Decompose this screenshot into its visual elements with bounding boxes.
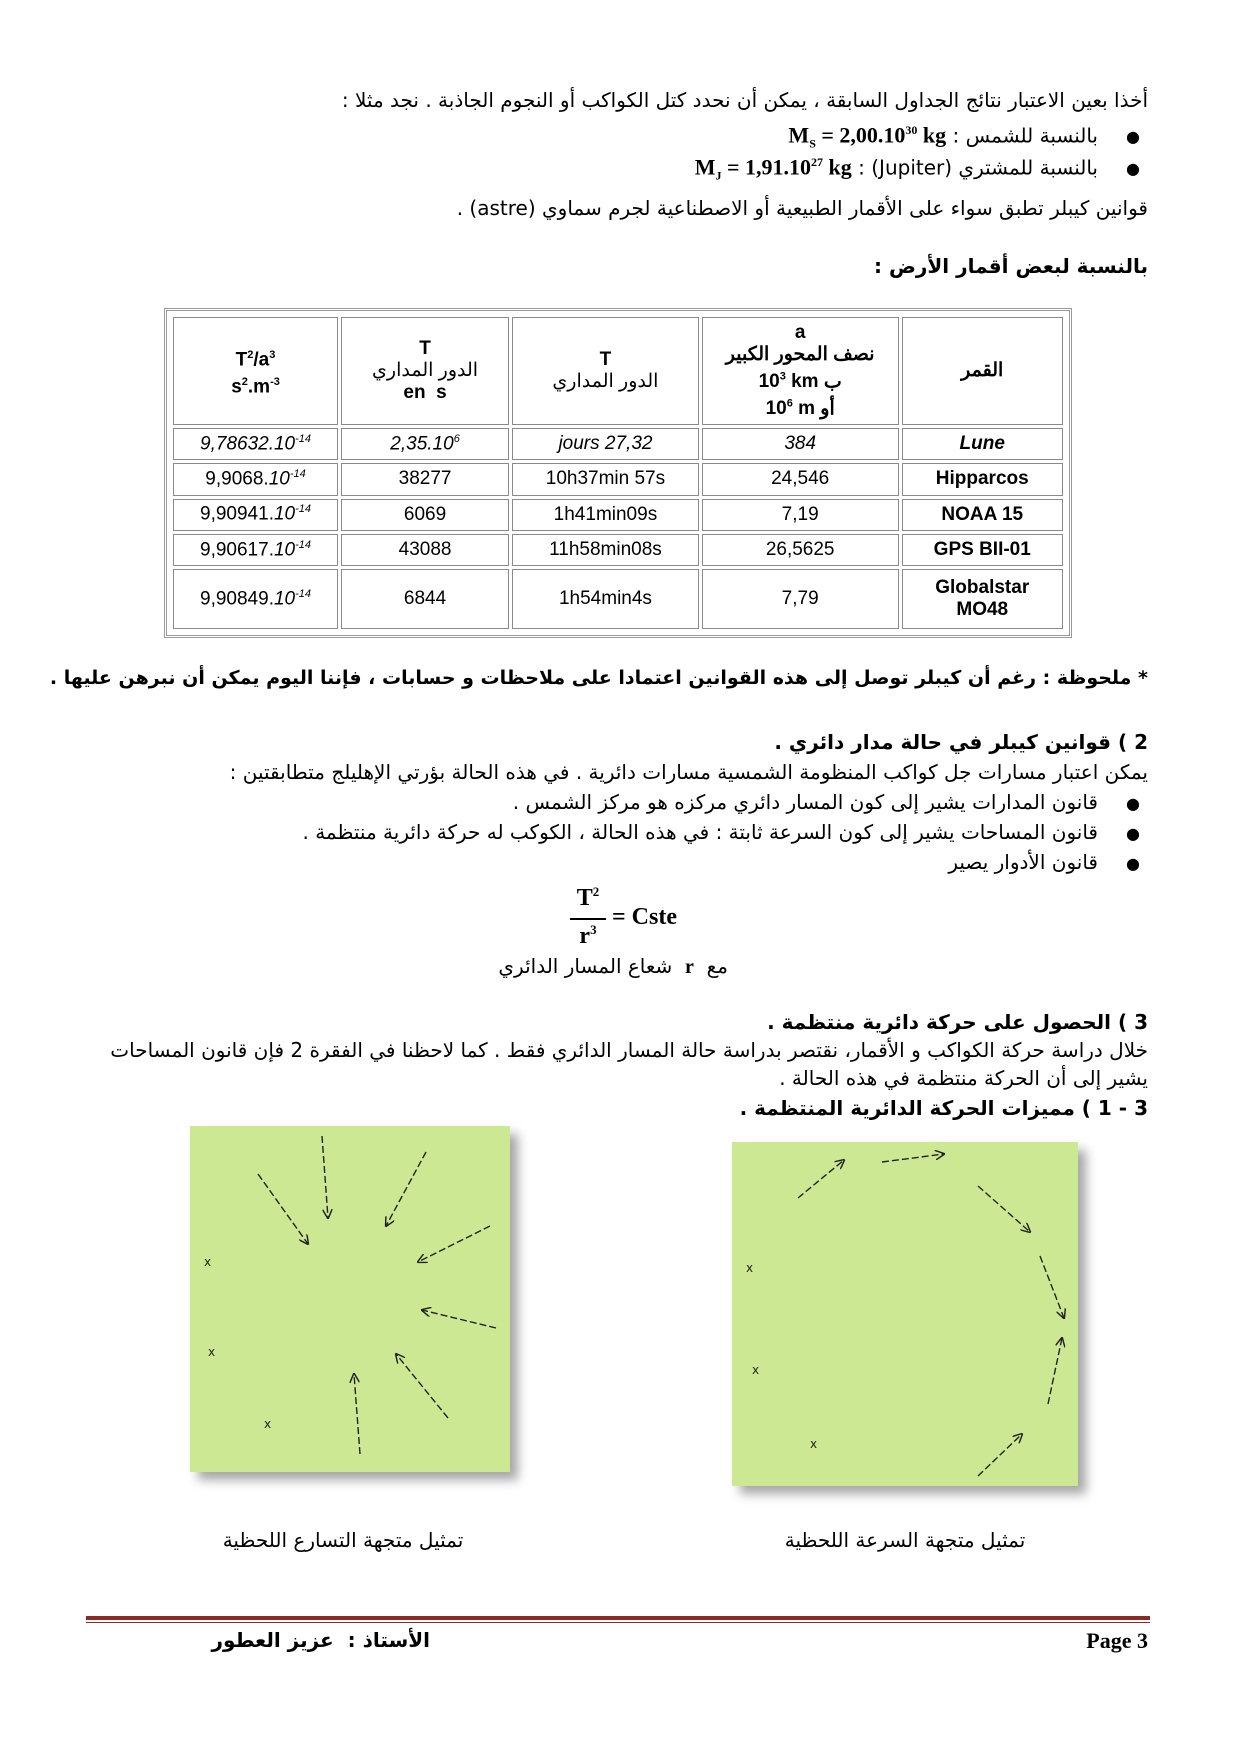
acceleration-vectors-figure	[190, 1126, 510, 1472]
velocity-vector	[882, 1154, 944, 1162]
section2-heading: 2 ) قوانين كيبلر في حالة مدار دائري .	[774, 730, 1148, 754]
cell-ratio: $9,78632.10^{-14}$	[173, 428, 338, 460]
section3-line-2: يشير إلى أن الحركة منتظمة في هذه الحالة .	[779, 1066, 1148, 1090]
bullet-dot: ●	[1126, 854, 1140, 873]
cell-a: 7,19	[702, 499, 899, 531]
table-row	[173, 499, 1063, 531]
cell-t: 11h58min08s	[512, 534, 699, 566]
velocity-vectors-figure	[732, 1142, 1078, 1486]
section2-bullet-periods: ●قانون الأدوار يصير	[92, 848, 1148, 878]
velocity-vector	[1040, 1256, 1064, 1318]
cell-name: GPS BII-01	[902, 534, 1064, 566]
cell-t: 1h54min4s	[512, 569, 699, 629]
point-marker: x	[208, 1345, 216, 1359]
table-row	[173, 428, 1063, 460]
intro-line-2: قوانين كيبلر تطبق سواء على الأقمار الطبيعية أو الاصطناعية لجرم سماوي (astre) .	[456, 196, 1148, 220]
cell-t: 27,32 jours	[512, 428, 699, 460]
header-moon: القمر	[902, 317, 1064, 425]
section3-line-1: خلال دراسة حركة الكواكب و الأقمار، نقتصر بدراسة حالة المسار الدائري فقط . كما لاحظنا في الفقرة 2 فإن قانون المساحات	[110, 1038, 1148, 1062]
cell-ts: 6844	[341, 569, 509, 629]
bullet-dot: ●	[1126, 824, 1140, 843]
acceleration-vector	[258, 1174, 308, 1244]
point-marker: x	[264, 1417, 272, 1431]
point-marker: x	[810, 1437, 818, 1451]
cell-t: 1h41min09s	[512, 499, 699, 531]
cell-name: Hipparcos	[902, 463, 1064, 495]
jupiter-mass-formula: $M_J = 1,91.10^{27}$ kg	[694, 154, 852, 183]
footer-rule-thin	[86, 1622, 1150, 1623]
section3-subheading: 3 - 1 ) مميزات الحركة الدائرية المنتظمة .	[739, 1096, 1148, 1120]
cell-ratio: $9,90941.10^{-14}$	[173, 499, 338, 531]
cell-a: 26,5625	[702, 534, 899, 566]
bullet-jupiter-mass	[92, 148, 1148, 190]
table-row	[173, 463, 1063, 495]
page-number: Page 3	[1086, 1628, 1148, 1653]
cell-ratio: $9,90849.10^{-14}$	[173, 569, 338, 629]
header-period: T الدور المداري	[512, 317, 699, 425]
velocity-vector	[978, 1186, 1030, 1232]
radius-definition: مع r شعاع المسار الدائري	[498, 954, 728, 978]
acceleration-vector	[396, 1354, 448, 1418]
velocity-vector	[1048, 1338, 1062, 1404]
section2-bullet-orbits: ●قانون المدارات يشير إلى كون المسار دائري مركزه هو مركز الشمس .	[92, 788, 1148, 818]
sun-mass-formula: $M_S = 2,00.10^{30}$ kg	[788, 122, 947, 151]
cell-ts: 2,35.10$^6$	[341, 428, 509, 460]
acceleration-vector	[422, 1310, 496, 1328]
section3-heading: 3 ) الحصول على حركة دائرية منتظمة .	[767, 1010, 1148, 1034]
point-marker: x	[752, 1363, 760, 1377]
footer-rule-thick	[86, 1616, 1150, 1620]
kepler-third-law-formula: $T^2$ $r^3$ = Cste	[560, 884, 760, 960]
bullet-sun-label: بالنسبة للشمس :	[952, 123, 1098, 148]
header-semi-major-axis: a نصف المحور الكبير ب $10^3$ km أو $10^6$ m	[702, 317, 899, 425]
cell-name: Lune	[902, 428, 1064, 460]
header-ratio: $T^2/a^3$ $s^2.m^{-3}$	[173, 317, 338, 425]
section2-line-1: يمكن اعتبار مسارات جل كواكب المنظومة الشمسية مسارات دائرية . في هذه الحالة بؤرتي الإهليلج متطابقتين :	[229, 760, 1148, 784]
cell-a: 24,546	[702, 463, 899, 495]
cell-name: NOAA 15	[902, 499, 1064, 531]
cell-t: 10h37min 57s	[512, 463, 699, 495]
intro-line-1: أخذا بعين الاعتبار نتائج الجداول السابقة ، يمكن أن نحدد كتل الكواكب أو النجوم الجاذبة . نجد مثلا :	[341, 88, 1148, 112]
velocity-vector	[978, 1434, 1022, 1476]
cell-ratio: $9,9068.10^{-14}$	[173, 463, 338, 495]
acceleration-vector	[322, 1136, 328, 1218]
note-line: * ملحوظة : رغم أن كيبلر توصل إلى هذه القوانين اعتمادا على ملاحظات و حسابات ، فإننا اليوم يمكن أن نبرهن عليها .	[49, 667, 1148, 689]
cell-ts: 43088	[341, 534, 509, 566]
table-header-row	[173, 317, 1063, 425]
cell-ts: 6069	[341, 499, 509, 531]
point-marker: x	[204, 1255, 212, 1269]
bullet-dot: ●	[1126, 794, 1140, 813]
point-marker: x	[746, 1261, 754, 1275]
cell-a: 384	[702, 428, 899, 460]
cell-name: Globalstar MO48	[902, 569, 1064, 629]
earth-moons-heading: بالنسبة لبعض أقمار الأرض :	[874, 254, 1148, 278]
cell-a: 7,79	[702, 569, 899, 629]
acceleration-vector	[386, 1152, 426, 1226]
bullet-jupiter-label: بالنسبة للمشتري (Jupiter) :	[858, 155, 1098, 180]
section2-bullet-areas: ●قانون المساحات يشير إلى كون السرعة ثابتة : في هذه الحالة ، الكوكب له حركة دائرية منتظمة .	[92, 818, 1148, 848]
velocity-figure-caption: تمثيل متجهة السرعة اللحظية	[784, 1528, 1026, 1552]
bullet-dot: ●	[1126, 159, 1140, 179]
table-row	[173, 534, 1063, 566]
velocity-vector	[798, 1160, 844, 1198]
cell-ts: 38277	[341, 463, 509, 495]
table-row	[173, 569, 1063, 629]
bullet-dot: ●	[1126, 127, 1140, 147]
moons-table	[164, 308, 1072, 638]
cell-ratio: $9,90617.10^{-14}$	[173, 534, 338, 566]
acceleration-vector	[354, 1374, 360, 1454]
acceleration-figure-caption: تمثيل متجهة التسارع اللحظية	[222, 1528, 464, 1552]
acceleration-vector	[418, 1226, 490, 1262]
header-period-seconds: T الدور المداري en s	[341, 317, 509, 425]
footer-author: الأستاذ : عزيز العطور	[211, 1628, 430, 1652]
